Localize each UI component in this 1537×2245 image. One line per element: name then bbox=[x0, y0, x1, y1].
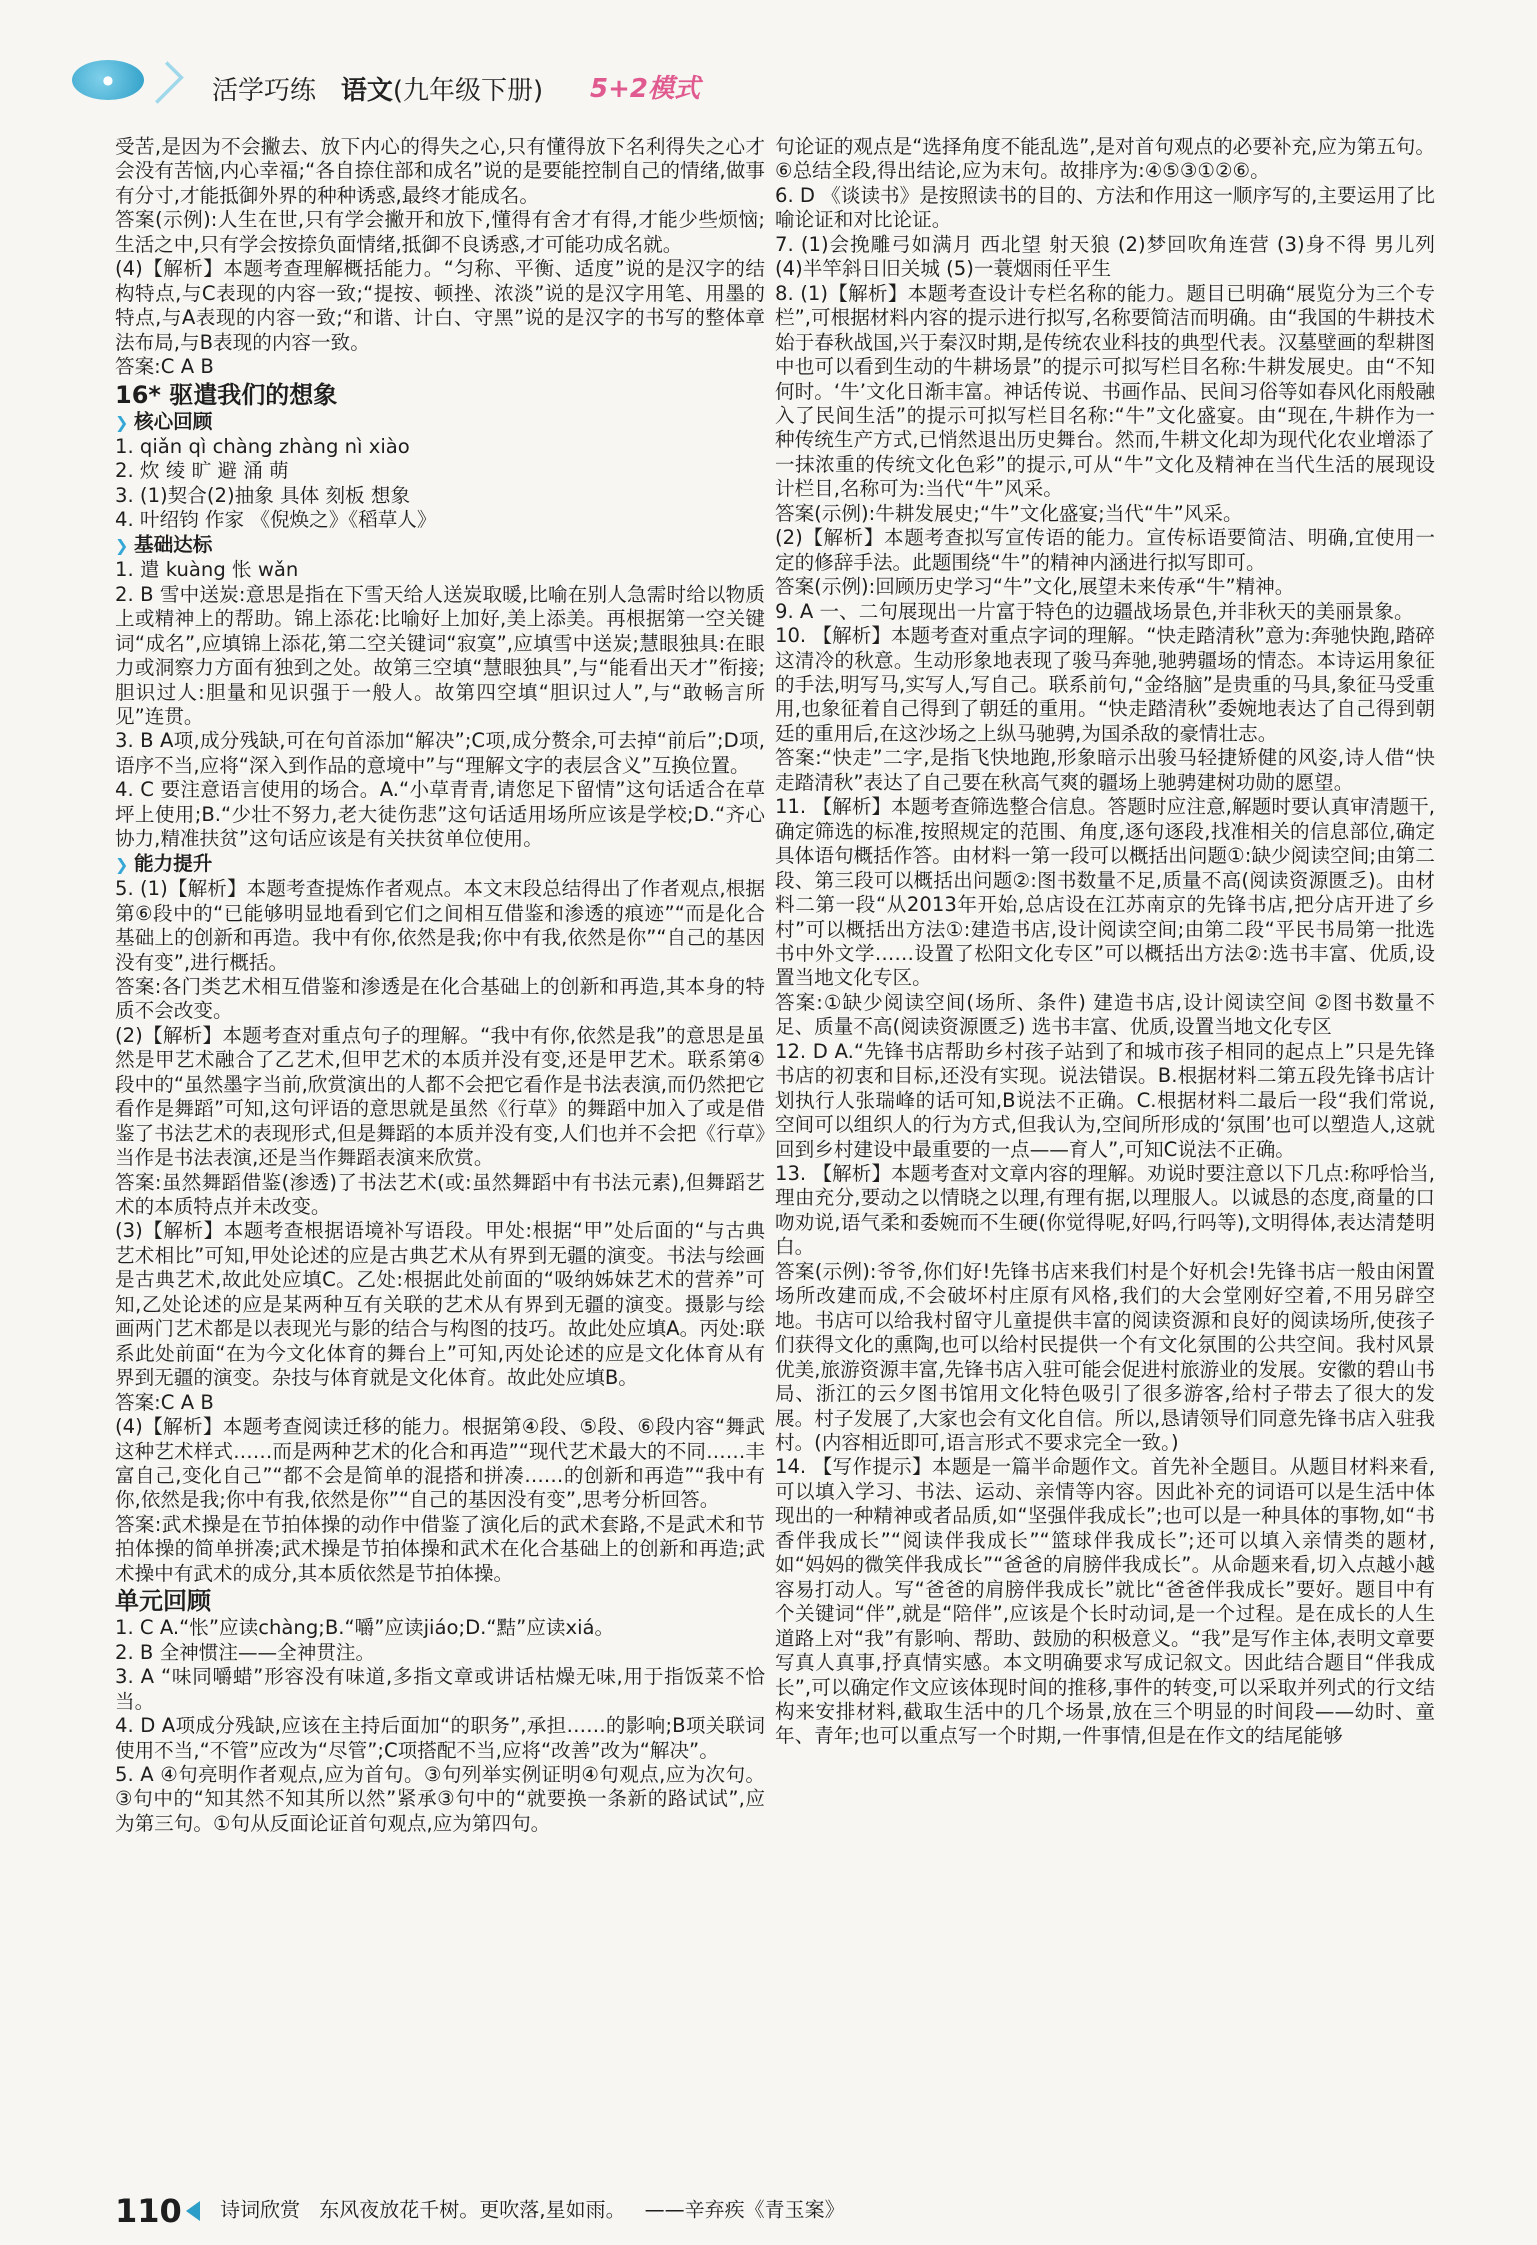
answer-paragraph: (3)【解析】本题考查根据语境补写语段。甲处:根据“甲”处后面的“与古典艺术相比”可知,甲处论述的应是古典艺术从有界到无疆的演变。书法与绘画是古典艺术,故此处应填C。乙处:根据此处前面的“吸纳姊妹艺术的营养”可知,乙处论述的应是某两种互有关联的艺术从有界到无疆的演变。摄影与绘画两门艺术都是以表现光与影的结合与构图的技巧。故此处应填A。丙处:联系此处前面“在为今文化体育的舞台上”可知,丙处论述的应是文化体育从有界到无疆的演变。杂技与体育就是文化体育。故此处应填B。 bbox=[115, 1219, 765, 1390]
answer-paragraph: (2)【解析】本题考查对重点句子的理解。“我中有你,依然是我”的意思是虽然是甲艺术融合了乙艺术,但甲艺术的本质并没有变,还是甲艺术。联系第④段中的“虽然墨字当前,欣赏演出的人都不会把它看作是书法表演,而仍然把它看作是舞蹈”可知,这句评语的意思就是虽然《行草》的舞蹈中加入了或是借鉴了书法艺术的表现形式,但是舞蹈的本质并没有变,人们也并不会把《行草》当作是书法表演,还是当作舞蹈表演来欣赏。 bbox=[115, 1023, 765, 1170]
answer-paragraph: 答案(示例):爷爷,你们好!先锋书店来我们村是个好机会!先锋书店一般由闲置场所改建而成,不会破坏村庄原有风格,我们的大会堂刚好空着,不用另辟空地。书店可以给我村留守儿童提供丰富的阅读资源和良好的阅读场所,使孩子们获得文化的熏陶,也可以给村民提供一个有文化氛围的公共空间。我村风景优美,旅游资源丰富,先锋书店入驻可能会促进村旅游业的发展。安徽的碧山书局、浙江的云夕图书馆用文化特色吸引了很多游客,给村子带去了很大的发展。村子发展了,大家也会有文化自信。所以,恳请领导们同意先锋书店入驻我村。(内容相近即可,语言形式不要求完全一致。) bbox=[775, 1259, 1435, 1455]
footer-verse: 东风夜放花千树。更吹落,星如雨。 bbox=[319, 2197, 626, 2222]
answer-paragraph: 答案:各门类艺术相互借鉴和渗透是在化合基础上的创新和再造,其本身的特质不会改变。 bbox=[115, 974, 765, 1023]
answer-paragraph: 3. A “味同嚼蜡”形容没有味道,多指文章或讲话枯燥无味,用于指饭菜不恰当。 bbox=[115, 1665, 765, 1713]
answer-paragraph: 9. A 一、二句展现出一片富于特色的边疆战场景色,并非秋天的美丽景象。 bbox=[775, 599, 1414, 623]
answer-paragraph: 11. 【解析】本题考查筛选整合信息。答题时应注意,解题时要认真审清题干,确定筛选的标准,按照规定的范围、角度,逐句逐段,找准相关的信息部位,确定具体语句概括作答。由材料一第一段可以概括出问题①:缺少阅读空间;由第二段、第三段可以概括出问题②:图书数量不足,质量不高(阅读资源匮乏)。由材料二第一段“从2013年开始,总店设在江苏南京的先锋书店,把分店开进了乡村”可以概括出方法①:建造书店,设计阅读空间;由第二段“平民书局第一批选书中外文学……设置了松阳文化专区”可以概括出方法②:选书丰富、优质,设置当地文化专区。 bbox=[775, 795, 1435, 990]
answer-paragraph: 14. 【写作提示】本题是一篇半命题作文。首先补全题目。从题目材料来看,可以填入学习、书法、运动、亲情等内容。因此补充的词语可以是生活中体现出的一种精神或者品质,如“坚强伴我成长”;也可以是一种具体的事物,如“书香伴我成长”“阅读伴我成长”“篮球伴我成长”;还可以填入亲情类的题材,如“妈妈的微笑伴我成长”“爸爸的肩膀伴我成长”。从命题来看,切入点越小越容易打动人。写“爸爸的肩膀伴我成长”就比“爸爸伴我成长”要好。题目中有个关键词“伴”,就是“陪伴”,应该是个长时动词,是一个过程。是在成长的人生道路上对“我”有影响、帮助、鼓励的积极意义。“我”是写作主体,表明文章要写真人真事,抒真情实感。本文明确要求写成记叙文。因此结合题目“伴我成长”,可以确定作文应该体现时间的推移,事件的转变,可以采取并列式的行文结构来安排材料,截取生活中的几个场景,放在三个明显的时间段——幼时、童年、青年;也可以重点写一个时期,一件事情,但是在作文的结尾能够 bbox=[775, 1455, 1435, 1748]
answer-paragraph: 2. B 雪中送炭:意思是指在下雪天给人送炭取暖,比喻在别人急需时给以物质上或精神上的帮助。锦上添花:比喻好上加好,美上添美。再根据第一空关键词“成名”,应填锦上添花,第二空关键词“寂寞”,应填雪中送炭;慧眼独具:在眼力或洞察力方面有独到之处。故第三空填“慧眼独具”,与“能看出天才”衔接;胆识过人:胆量和见识强于一般人。故第四空填“胆识过人”,与“敢畅言所见”连贯。 bbox=[115, 582, 765, 728]
answer-paragraph: 受苦,是因为不会撇去、放下内心的得失之心,只有懂得放下名利得失之心才会没有苦恼,内心幸福;“各自捺住部和成名”说的是要能控制自己的情绪,做事有分寸,才能抵御外界的种种诱惑,最终才能成名。 bbox=[115, 135, 765, 207]
answer-paragraph: 4. 叶绍钧 作家 《倪焕之》《稻草人》 bbox=[115, 508, 437, 532]
answer-paragraph: 1. qiǎn qì chàng zhàng nì xiào bbox=[115, 434, 410, 458]
subsection-title: ❯ 核心回顾 bbox=[115, 410, 765, 435]
answer-paragraph: 3. (1)契合(2)抽象 具体 刻板 想象 bbox=[115, 483, 411, 507]
answer-paragraph: 5. A ④句亮明作者观点,应为首句。③句列举实例证明④句观点,应为次句。③句中的“知其然不知其所以然”紧承③句中的“就要换一条新的路试试”,应为第三句。①句从反面论证首句观点,应为第四句。 bbox=[115, 1763, 765, 1835]
answer-paragraph: 答案:虽然舞蹈借鉴(渗透)了书法艺术(或:虽然舞蹈中有书法元素),但舞蹈艺术的本质特点并未改变。 bbox=[115, 1170, 765, 1219]
answer-paragraph: 1. 遣 kuàng 怅 wǎn bbox=[115, 558, 299, 582]
grade-label: (九年级下册) bbox=[392, 76, 544, 106]
subject-name: 语文 bbox=[340, 76, 393, 106]
section-title: 单元回顾 bbox=[115, 1587, 211, 1616]
answer-paragraph: (4)【解析】本题考查阅读迁移的能力。根据第④段、⑤段、⑥段内容“舞武这种艺术样式……而是两种艺术的化合和再造”“现代艺术最大的不同……丰富自己,变化自己”“都不会是简单的混搭和拼凑……的创新和再造”“我中有你,依然是我;你中有我,依然是你”“自己的基因没有变”,思考分析回答。 bbox=[115, 1415, 765, 1512]
page-number: 110 bbox=[115, 2192, 182, 2230]
answer-paragraph: 13. 【解析】本题考查对文章内容的理解。劝说时要注意以下几点:称呼恰当,理由充分,要动之以情晓之以理,有理有据,以理服人。以诚恳的态度,商量的口吻劝说,语气柔和委婉而不生硬(你觉得呢,好吗,行吗等),文明得体,表达清楚明白。 bbox=[775, 1162, 1435, 1259]
answer-paragraph: 2. B 全神惯注——全神贯注。 bbox=[115, 1640, 376, 1664]
answer-paragraph: 3. B A项,成分残缺,可在句首添加“解决”;C项,成分赘余,可去掉“前后”;D项,语序不当,应将“深入到作品的意境中”与“理解文字的表层含义”互换位置。 bbox=[115, 729, 765, 777]
answer-paragraph: (2)【解析】本题考查拟写宣传语的能力。宣传标语要简洁、明确,宜使用一定的修辞手法。此题围绕“牛”的精神内涵进行拟写即可。 bbox=[775, 526, 1435, 574]
section-title: 16* 驱遣我们的想象 bbox=[115, 380, 338, 409]
subsection-title: ❯ 能力提升 bbox=[115, 852, 765, 877]
book-title bbox=[212, 70, 543, 107]
answer-paragraph: 答案:C A B bbox=[115, 1390, 214, 1414]
footer-label: 诗词欣赏 bbox=[220, 2197, 301, 2222]
answer-paragraph: (4)【解析】本题考查理解概括能力。“匀称、平衡、适度”说的是汉字的结构特点,与C表现的内容一致;“提按、顿挫、浓淡”说的是汉字用笔、用墨的特点,与A表现的内容一致;“和谐、计白、守黑”说的是汉字的书写的整体章法布局,与B表现的内容一致。 bbox=[115, 257, 765, 354]
answer-paragraph: 答案(示例):人生在世,只有学会撇开和放下,懂得有舍才有得,才能少些烦恼;生活之中,只有学会按捺负面情绪,抵御不良诱惑,才可能功成名就。 bbox=[115, 208, 765, 256]
answer-paragraph: 答案:“快走”二字,是指飞快地跑,形象暗示出骏马轻捷矫健的风姿,诗人借“快走踏清秋”表达了自己要在秋高气爽的疆场上驰骋建树功勋的愿望。 bbox=[775, 746, 1435, 794]
answer-paragraph: 6. D 《谈读书》是按照读书的目的、方法和作用这一顺序写的,主要运用了比喻论证和对比论证。 bbox=[775, 183, 1435, 232]
answer-paragraph: 12. D A.“先锋书店帮助乡村孩子站到了和城市孩子相同的起点上”只是先锋书店的初衷和目标,还没有实现。说法错误。B.根据材料二第五段先锋书店计划执行人张瑞峰的话可知,B说法不正确。C.根据材料二最后一段“我们常说,空间可以组织人的行为方式,但我认为,空间所形成的‘氛围’也可以塑造人,这就回到乡村建设中最重要的一点——育人”,可知C说法不正确。 bbox=[775, 1039, 1435, 1161]
series-name: 活学巧练 bbox=[212, 76, 317, 106]
answer-paragraph: 2. 炊 绫 旷 避 涌 萌 bbox=[115, 459, 289, 483]
left-column bbox=[115, 135, 765, 1836]
chevron-right-icon bbox=[141, 61, 184, 104]
answer-paragraph: 5. (1)【解析】本题考查提炼作者观点。本文末段总结得出了作者观点,根据第⑥段中的“已能够明显地看到它们之间相互借鉴和渗透的痕迹”“而是化合基础上的创新和再造。我中有你,依然是我;你中有我,依然是你”“自己的基因没有变”,进行概括。 bbox=[115, 877, 765, 974]
answer-paragraph: 7. (1)会挽雕弓如满月 西北望 射天狼 (2)梦回吹角连营 (3)身不得 男儿列 (4)半竿斜日旧关城 (5)一蓑烟雨任平生 bbox=[775, 232, 1435, 281]
answer-paragraph: 10. 【解析】本题考查对重点字词的理解。“快走踏清秋”意为:奔驰快跑,踏碎这清冷的秋意。生动形象地表现了骏马奔驰,驰骋疆场的情态。本诗运用象征的手法,明写马,实写人,写自己。联系前句,“金络脑”是贵重的马具,象征马受重用,也象征着自己得到了朝廷的重用。“快走踏清秋”委婉地表达了自己得到朝廷的重用后,在这沙场之上纵马驰骋,为国杀敌的豪情壮志。 bbox=[775, 624, 1435, 745]
page-header bbox=[0, 0, 1537, 120]
right-column bbox=[775, 135, 1435, 1749]
answer-paragraph: 答案(示例):牛耕发展史;“牛”文化盛宴;当代“牛”风采。 bbox=[775, 501, 1243, 525]
logo-icon: ● bbox=[72, 60, 144, 100]
answer-paragraph: 答案(示例):回顾历史学习“牛”文化,展望未来传承“牛”精神。 bbox=[775, 575, 1295, 599]
page-footer bbox=[115, 2192, 845, 2230]
brand-mode: 5+2模式 bbox=[590, 74, 700, 104]
answer-paragraph: 4. C 要注意语言使用的场合。A.“小草青青,请您足下留情”这句话适合在草坪上使用;B.“少壮不努力,老大徒伤悲”这句话适用场所应该是学校;D.“齐心协力,精准扶贫”这句话应该是有关扶贫单位使用。 bbox=[115, 778, 765, 851]
answer-paragraph: 1. C A.“怅”应读chàng;B.“嚼”应读jiáo;D.“黠”应读xiá。 bbox=[115, 1616, 615, 1640]
footer-source: ——辛弃疾《青玉案》 bbox=[644, 2197, 845, 2222]
answer-paragraph: 答案:武术操是在节拍体操的动作中借鉴了演化后的武术套路,不是武术和节拍体操的简单拼凑;武术操是节拍体操和武术在化合基础上的创新和再造;武术操中有武术的成分,其本质依然是节拍体操。 bbox=[115, 1512, 765, 1585]
answer-paragraph: 答案:C A B bbox=[115, 355, 214, 379]
subsection-title: ❯ 基础达标 bbox=[115, 533, 765, 558]
answer-paragraph: 8. (1)【解析】本题考查设计专栏名称的能力。题目已明确“展览分为三个专栏”,可根据材料内容的提示进行拟写,名称要简洁而明确。由“我国的牛耕技术始于春秋战国,兴于秦汉时期,是传统农业科技的典型代表。汉墓壁画的犁耕图中也可以看到生动的牛耕场景”的提示可拟写栏目名称:牛耕发展史。由“不知何时。‘牛’文化日渐丰富。神话传说、书画作品、民间习俗等如春风化雨般融入了民间生活”的提示可拟写栏目名称:“牛”文化盛宴。由“现在,牛耕作为一种传统生产方式,已悄然退出历史舞台。然而,牛耕文化却为现代化农业增添了一抹浓重的传统文化色彩”的提示,可从“牛”文化及精神在当代生活的展现设计栏目,名称可为:当代“牛”风采。 bbox=[775, 281, 1435, 501]
answer-paragraph: 答案:①缺少阅读空间(场所、条件) 建造书店,设计阅读空间 ②图书数量不足、质量不高(阅读资源匮乏) 选书丰富、优质,设置当地文化专区 bbox=[775, 990, 1435, 1039]
triangle-left-icon bbox=[186, 2201, 200, 2221]
answer-paragraph: 4. D A项成分残缺,应该在主持后面加“的职务”,承担……的影响;B项关联词使用不当,“不管”应改为“尽管”;C项搭配不当,应将“改善”改为“解决”。 bbox=[115, 1714, 765, 1762]
answer-paragraph: 句论证的观点是“选择角度不能乱选”,是对首句观点的必要补充,应为第五句。⑥总结全段,得出结论,应为末句。故排序为:④⑤③①②⑥。 bbox=[775, 135, 1435, 183]
